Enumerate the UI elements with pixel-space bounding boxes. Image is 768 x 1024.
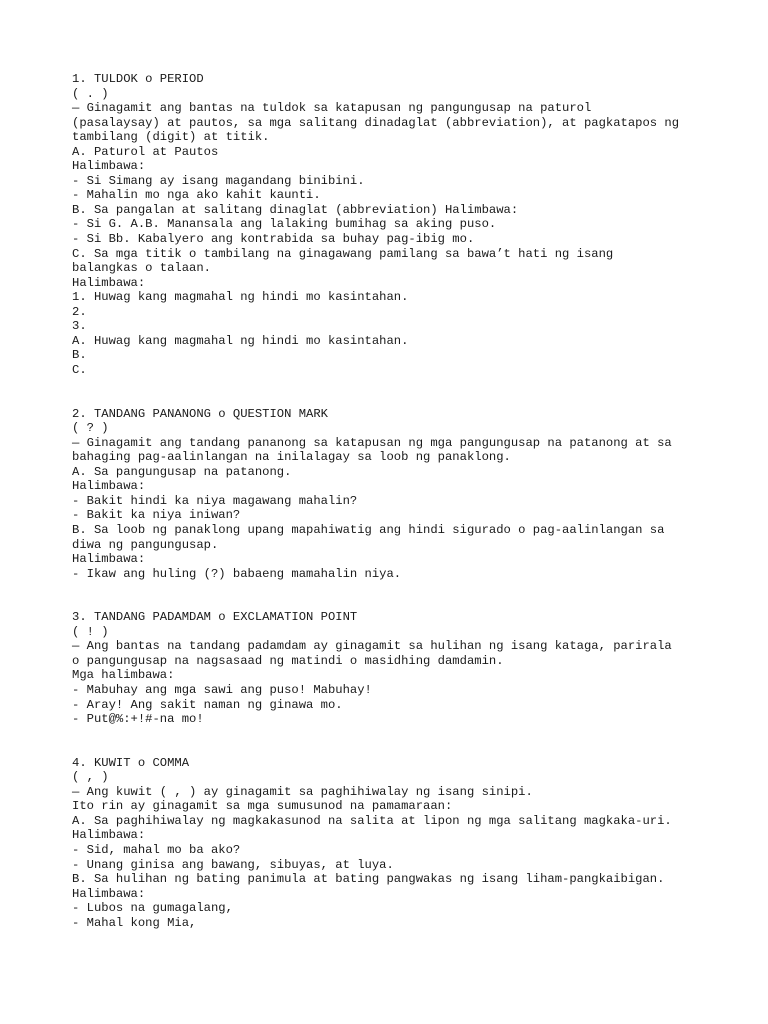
subheading: B. Sa hulihan ng bating panimula at bating pangwakas ng isang liham-pangkaibigan. xyxy=(72,872,665,887)
text-line: bahaging pag-aalinlangan na inilalagay sa loob ng panaklong. xyxy=(72,450,511,465)
section-question-mark xyxy=(72,407,712,582)
section-heading: 4. KUWIT o COMMA xyxy=(72,755,190,770)
text-line: — Ginagamit ang bantas na tuldok sa katapusan ng pangungusap na paturol xyxy=(72,101,592,116)
example-label: Halimbawa: xyxy=(72,275,146,290)
section-spacer xyxy=(72,581,712,610)
example-item: 2. xyxy=(72,304,87,319)
example-label: Halimbawa: xyxy=(72,886,146,901)
example-label: Halimbawa: xyxy=(72,552,146,567)
text-line: tambilang (digit) at titik. xyxy=(72,130,270,145)
example-item: - Si Bb. Kabalyero ang kontrabida sa buhay pag-ibig mo. xyxy=(72,232,475,247)
section-exclamation-point xyxy=(72,610,712,726)
example-item: - Mahalin mo nga ako kahit kaunti. xyxy=(72,188,321,203)
example-item: 3. xyxy=(72,319,87,334)
text-line: — Ginagamit ang tandang pananong sa katapusan ng mga pangungusap na patanong at sa xyxy=(72,435,672,450)
section-period xyxy=(72,72,712,377)
text-line: (pasalaysay) at pautos, sa mga salitang dinadaglat (abbreviation), at pagkatapos ng xyxy=(72,115,680,130)
example-label: Halimbawa: xyxy=(72,159,146,174)
punctuation-symbol: ( , ) xyxy=(72,770,109,785)
example-item: - Si G. A.B. Manansala ang lalaking bumihag sa aking puso. xyxy=(72,217,497,232)
example-label: Mga halimbawa: xyxy=(72,668,175,683)
text-line: — Ang kuwit ( , ) ay ginagamit sa paghihiwalay ng isang sinipi. xyxy=(72,784,533,799)
section-spacer xyxy=(72,377,712,406)
section-comma xyxy=(72,756,712,931)
section-heading: 2. TANDANG PANANONG o QUESTION MARK xyxy=(72,406,328,421)
example-item: - Mabuhay ang mga sawi ang puso! Mabuhay! xyxy=(72,682,372,697)
document-body xyxy=(72,72,712,930)
example-item: B. xyxy=(72,348,87,363)
punctuation-symbol: ( ? ) xyxy=(72,421,109,436)
example-item: - Put@%:+!#-na mo! xyxy=(72,712,204,727)
example-item: - Aray! Ang sakit naman ng ginawa mo. xyxy=(72,697,343,712)
text-line: — Ang bantas na tandang padamdam ay ginagamit sa hulihan ng isang kataga, parirala xyxy=(72,639,672,654)
punctuation-symbol: ( . ) xyxy=(72,86,109,101)
example-item: - Bakit ka niya iniwan? xyxy=(72,508,241,523)
subheading: C. Sa mga titik o tambilang na ginagawang pamilang sa bawa’t hati ng isang xyxy=(72,246,614,261)
section-spacer xyxy=(72,727,712,756)
example-label: Halimbawa: xyxy=(72,479,146,494)
subheading: B. Sa pangalan at salitang dinaglat (abbreviation) Halimbawa: xyxy=(72,202,519,217)
example-label: Halimbawa: xyxy=(72,828,146,843)
subheading: A. Paturol at Pautos xyxy=(72,144,219,159)
text-line: diwa ng pangungusap. xyxy=(72,537,219,552)
example-item: - Si Simang ay isang magandang binibini. xyxy=(72,173,365,188)
example-item: 1. Huwag kang magmahal ng hindi mo kasintahan. xyxy=(72,290,409,305)
section-heading: 3. TANDANG PADAMDAM o EXCLAMATION POINT xyxy=(72,610,358,625)
example-item: - Sid, mahal mo ba ako? xyxy=(72,842,241,857)
text-line: Ito rin ay ginagamit sa mga sumusunod na pamamaraan: xyxy=(72,799,453,814)
subheading: A. Sa paghihiwalay ng magkakasunod na salita at lipon ng mga salitang magkaka-uri. xyxy=(72,813,672,828)
punctuation-symbol: ( ! ) xyxy=(72,624,109,639)
example-item: A. Huwag kang magmahal ng hindi mo kasintahan. xyxy=(72,333,409,348)
example-item: - Bakit hindi ka niya magawang mahalin? xyxy=(72,493,358,508)
text-line: o pangungusap na nagsasaad ng matindi o masidhing damdamin. xyxy=(72,653,504,668)
example-item: - Unang ginisa ang bawang, sibuyas, at luya. xyxy=(72,857,394,872)
subheading: A. Sa pangungusap na patanong. xyxy=(72,464,292,479)
example-item: C. xyxy=(72,362,87,377)
example-item: - Mahal kong Mia, xyxy=(72,915,197,930)
example-item: - Lubos na gumagalang, xyxy=(72,901,233,916)
text-line: balangkas o talaan. xyxy=(72,261,211,276)
example-item: - Ikaw ang huling (?) babaeng mamahalin niya. xyxy=(72,566,402,581)
section-heading: 1. TULDOK o PERIOD xyxy=(72,72,204,86)
subheading: B. Sa loob ng panaklong upang mapahiwatig ang hindi sigurado o pag-aalinlangan sa xyxy=(72,522,665,537)
